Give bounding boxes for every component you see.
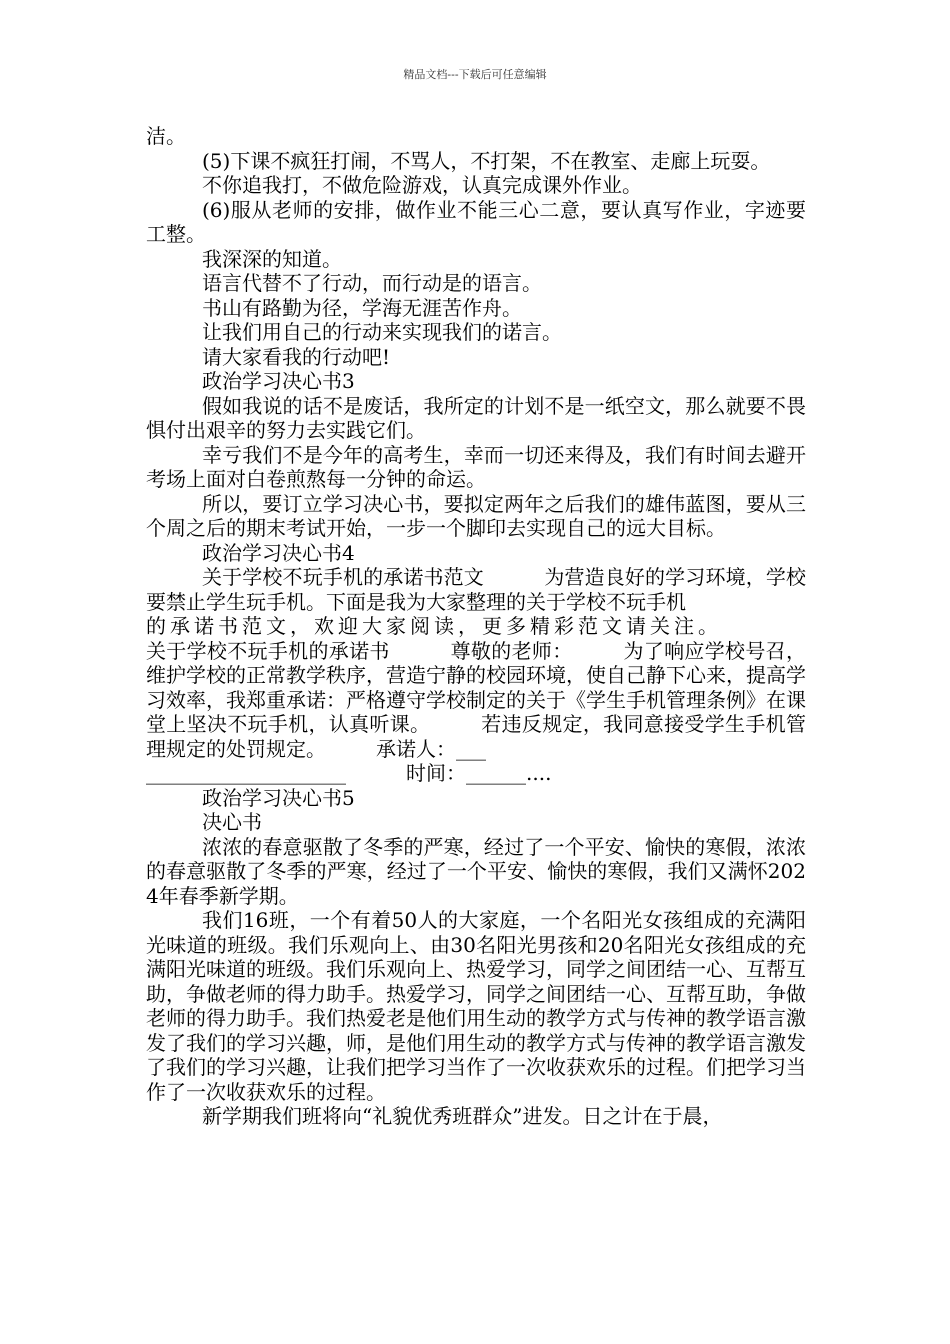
- paragraph: 我深深的知道。: [202, 246, 342, 271]
- paragraph: (6)服从老师的安排，做作业不能三心二意，要认真写作业，字迹要工整。: [146, 197, 806, 246]
- paragraph: 假如我说的话不是废话，我所定的计划不是一纸空文，那么就要不畏惧付出艰辛的努力去实践它们。: [146, 393, 806, 442]
- document-body: [146, 124, 806, 1129]
- paragraph: 关于学校不玩手机的承诺书 尊敬的老师： 为了响应学校号召，维护学校的正常教学秩序，营造宁静的校园环境，使自己静下心来，提高学习效率，我郑重承诺：严格遵守学校制定的关于《学生手机管理条例》在课堂上坚决不玩手机，认真听课。 若违反规定，我同意接受学生手机管理规定的处罚规定。 承诺人：___: [146, 638, 806, 761]
- paragraph: 不你追我打，不做危险游戏，认真完成课外作业。: [202, 173, 642, 197]
- paragraph: 我们16班，一个有着50人的大家庭，一个名阳光女孩组成的充满阳光味道的班级。我们乐观向上、由30名阳光男孩和20名阳光女孩组成的充满阳光味道的班级。我们乐观向上、热爱学习，同学之间团结一心、互帮互助，争做老师的得力助手。热爱学习，同学之间团结一心、互帮互助，争做老师的得力助手。我们热爱老是他们用生动的教学方式与传神的教学语言激发了我们的学习兴趣，师，是他们用生动的教学方式与传神的教学语言激发了我们的学习兴趣，让我们把学习当作了一次收获欢乐的过程。们把学习当作了一次收获欢乐的过程。: [146, 908, 806, 1104]
- paragraph: 新学期我们班将向“礼貌优秀班群众”进发。日之计在于晨，: [202, 1104, 723, 1128]
- section-heading: 政治学习决心书3: [202, 369, 355, 393]
- paragraph: 浓浓的春意驱散了冬季的严寒，经过了一个平安、愉快的寒假，浓浓的春意驱散了冬季的严寒，经过了一个平安、愉快的寒假，我们又满怀2024年春季新学期。: [146, 834, 806, 908]
- paragraph: 关于学校不玩手机的承诺书范文 为营造良好的学习环境，学校要禁止学生玩手机。下面是我为大家整理的关于学校不玩手机: [146, 565, 806, 614]
- signature-line: ____________________ 时间：______....: [146, 761, 552, 785]
- paragraph: 幸亏我们不是今年的高考生，幸而一切还来得及，我们有时间去避开考场上面对白卷煎熬每一分钟的命运。: [146, 442, 806, 491]
- paragraph: 书山有路勤为径，学海无涯苦作舟。: [202, 295, 522, 320]
- paragraph: 语言代替不了行动，而行动是的语言。: [202, 271, 542, 295]
- paragraph: 所以，要订立学习决心书，要拟定两年之后我们的雄伟蓝图，要从三个周之后的期末考试开始，一步一个脚印去实现自己的远大目标。: [146, 491, 806, 540]
- page-header: 精品文档---下载后可任意编辑: [403, 68, 547, 81]
- paragraph: 的承诺书范文，欢迎大家阅读，更多精彩范文请关注。: [146, 614, 722, 638]
- sub-heading: 决心书: [202, 810, 262, 834]
- paragraph: 洁。: [146, 124, 186, 148]
- paragraph: (5)下课不疯狂打闹，不骂人，不打架，不在教室、走廊上玩耍。: [202, 148, 771, 173]
- section-heading: 政治学习决心书5: [202, 785, 355, 810]
- paragraph: 请大家看我的行动吧!: [202, 344, 391, 369]
- section-heading: 政治学习决心书4: [202, 540, 355, 565]
- paragraph: 让我们用自己的行动来实现我们的诺言。: [202, 320, 562, 344]
